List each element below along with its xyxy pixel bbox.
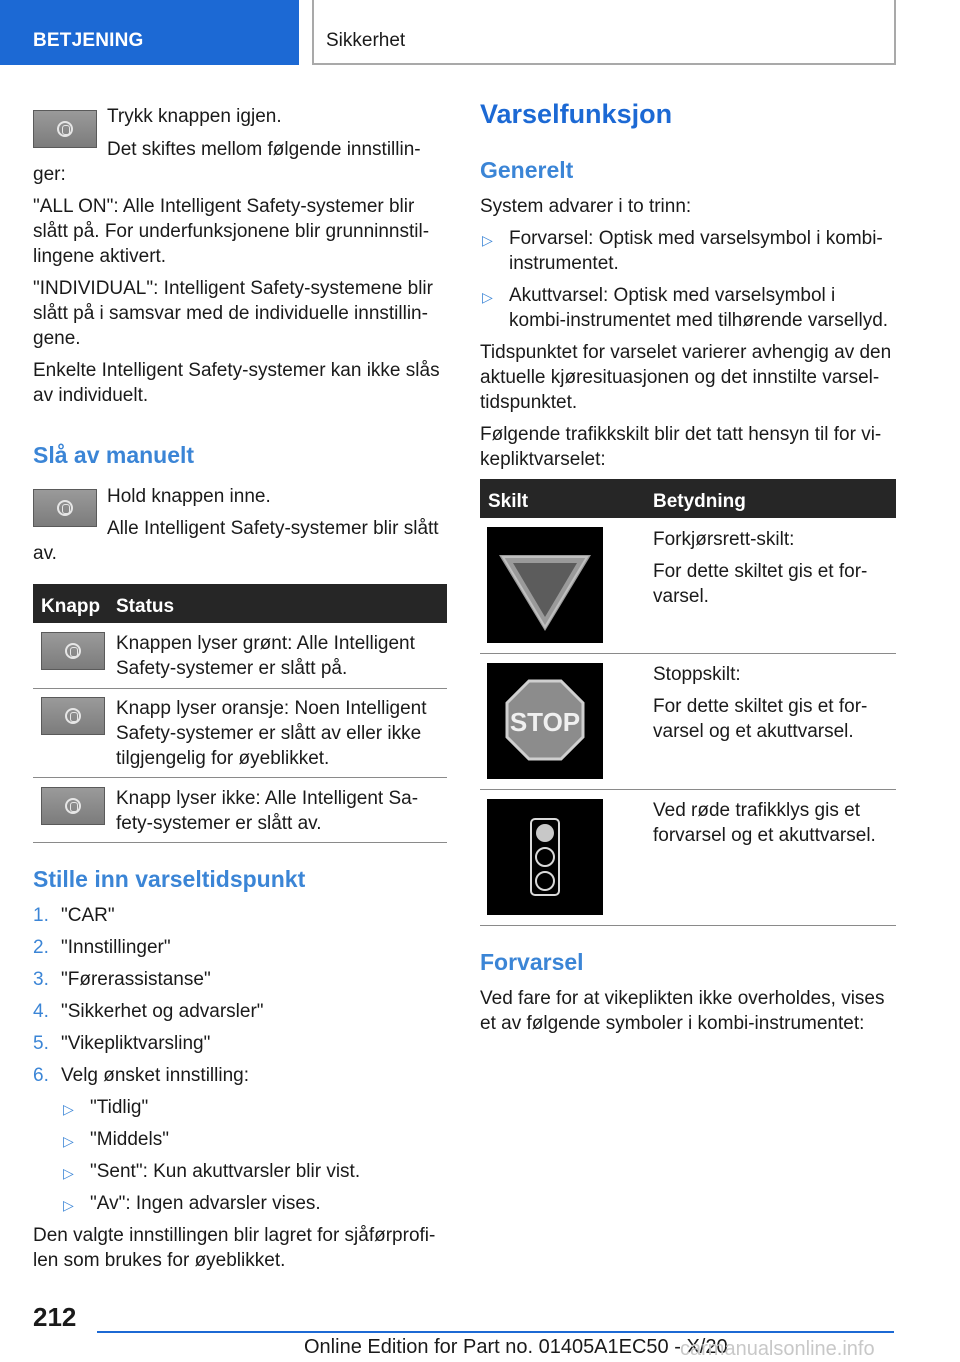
bullet-triangle-icon: ▷ <box>482 289 493 305</box>
step-number: 6. <box>33 1065 49 1086</box>
safety-button-icon <box>57 500 73 516</box>
step-text: "CAR" <box>61 905 115 926</box>
timing-line-3: tidspunktet. <box>480 392 578 413</box>
status-header-status: Status <box>116 596 175 617</box>
individual-line-3: gene. <box>33 328 81 349</box>
general-heading: Generelt <box>480 157 574 183</box>
step-text: Velg ønsket innstilling: <box>61 1065 249 1086</box>
bullet-2-line-2: kombi-instrumentet med tilhørende varsellyd. <box>509 310 889 331</box>
signs-header-betydning: Betydning <box>653 491 746 512</box>
signs-table-header <box>480 479 896 518</box>
traffic-light-icon <box>487 799 603 915</box>
stop-title: Stoppskilt: <box>653 664 741 685</box>
chapter-tab <box>312 0 896 65</box>
closing-line-1: Den valgte innstillingen blir lagret for sjåførprofi- <box>33 1225 436 1246</box>
timing-line-2: aktuelle kjøresituasjonen og det innstilte varsel- <box>480 367 880 388</box>
step-text: "Innstillinger" <box>61 937 171 958</box>
step-number: 2. <box>33 937 49 958</box>
individual-line-2: slått på i samsvar med de individuelle innstillin- <box>33 303 428 324</box>
manual-line-2b: av. <box>33 543 57 564</box>
allon-line-3: lingene aktivert. <box>33 246 167 267</box>
general-intro: System advarer i to trinn: <box>480 196 692 217</box>
status-row-2-line-2: Safety-systemer er slått av eller ikke <box>116 723 422 744</box>
signs-header-skilt: Skilt <box>488 491 529 512</box>
traffic-light-image <box>487 799 603 915</box>
section-tab <box>0 0 299 65</box>
forvarsel-heading: Forvarsel <box>480 949 584 975</box>
manual-heading: Slå av manuelt <box>33 442 195 468</box>
step-number: 4. <box>33 1001 49 1022</box>
button-off-image <box>41 787 105 825</box>
bullet-triangle-icon: ▷ <box>63 1165 74 1181</box>
timing-line-1: Tidspunktet for varselet varierer avhengig av den <box>480 342 892 363</box>
option-text: "Tidlig" <box>90 1097 149 1118</box>
manual-line-2: Alle Intelligent Safety-systemer blir slått <box>107 518 439 539</box>
enkelte-line-1: Enkelte Intelligent Safety-systemer kan ikke slås <box>33 360 440 381</box>
safety-button-icon <box>65 798 81 814</box>
yield-sign-icon <box>487 527 603 643</box>
table-divider <box>33 777 447 778</box>
yield-sign-image <box>487 527 603 643</box>
status-row-1-line-1: Knappen lyser grønt: Alle Intelligent <box>116 633 415 654</box>
option-text: "Middels" <box>90 1129 169 1150</box>
table-divider <box>480 789 896 790</box>
status-row-3-line-1: Knapp lyser ikke: Alle Intelligent Sa- <box>116 788 419 809</box>
stop-desc-2: varsel og et akuttvarsel. <box>653 721 854 742</box>
section-title: Varselfunksjon <box>480 99 673 129</box>
allon-line-2: slått på. For underfunksjonene blir grunninnstil- <box>33 221 430 242</box>
status-header-knapp: Knapp <box>41 596 101 617</box>
light-desc-2: forvarsel og et akuttvarsel. <box>653 825 876 846</box>
intro-text-2b: ger: <box>33 164 66 185</box>
option-text: "Av": Ingen advarsler vises. <box>90 1193 321 1214</box>
option-text: "Sent": Kun akuttvarsler blir vist. <box>90 1161 361 1182</box>
bullet-1-line-2: instrumentet. <box>509 253 619 274</box>
button-orange-image <box>41 697 105 735</box>
bullet-1-line-1: Forvarsel: Optisk med varselsymbol i kombi- <box>509 228 883 249</box>
enkelte-line-2: av individuelt. <box>33 385 149 406</box>
forvarsel-line-2: et av følgende symboler i kombi-instrumentet: <box>480 1013 865 1034</box>
page-number: 212 <box>33 1302 77 1332</box>
closing-line-2: len som brukes for øyeblikket. <box>33 1250 286 1271</box>
edition-text: Online Edition for Part no. 01405A1EC50 - X/20 <box>304 1336 728 1358</box>
bullet-2-line-1: Akuttvarsel: Optisk med varselsymbol i <box>509 285 836 306</box>
step-text: "Førerassistanse" <box>61 969 211 990</box>
bullet-triangle-icon: ▷ <box>63 1133 74 1149</box>
table-divider <box>33 688 447 689</box>
yield-desc-2: varsel. <box>653 586 709 607</box>
watermark-text: carmanualsonline.info <box>680 1338 875 1360</box>
stop-sign-text: STOP <box>509 707 581 737</box>
stop-desc-1: For dette skiltet gis et for- <box>653 696 868 717</box>
bullet-triangle-icon: ▷ <box>482 232 493 248</box>
step-number: 3. <box>33 969 49 990</box>
section-label: BETJENING <box>33 30 144 51</box>
safety-button-icon <box>65 708 81 724</box>
status-row-2-line-3: tilgjengelig for øyeblikket. <box>116 748 330 769</box>
settings-heading: Stille inn varseltidspunkt <box>33 866 306 892</box>
status-table-header <box>33 584 447 623</box>
yield-title: Forkjørsrett-skilt: <box>653 529 795 550</box>
safety-button-icon <box>57 121 73 137</box>
status-row-2-line-1: Knapp lyser oransje: Noen Intelligent <box>116 698 427 719</box>
allon-line-1: "ALL ON": Alle Intelligent Safety-systemer blir <box>33 196 415 217</box>
bullet-triangle-icon: ▷ <box>63 1197 74 1213</box>
step-text: "Vikepliktvarsling" <box>61 1033 211 1054</box>
chapter-label: Sikkerhet <box>326 30 406 51</box>
stop-sign-image <box>487 663 603 779</box>
status-row-1-line-2: Safety-systemer er slått på. <box>116 658 348 679</box>
signs-intro-line-1: Følgende trafikkskilt blir det tatt hensyn til for vi- <box>480 424 882 445</box>
stop-sign-icon <box>487 663 603 779</box>
table-divider <box>480 925 896 926</box>
intro-text-1: Trykk knappen igjen. <box>107 106 282 127</box>
signs-intro-line-2: kepliktvarselet: <box>480 449 606 470</box>
bullet-triangle-icon: ▷ <box>63 1101 74 1117</box>
step-number: 5. <box>33 1033 49 1054</box>
status-row-3-line-2: fety-systemer er slått av. <box>116 813 322 834</box>
manual-line-1: Hold knappen inne. <box>107 486 271 507</box>
light-desc-1: Ved røde trafikklys gis et <box>653 800 860 821</box>
individual-line-1: "INDIVIDUAL": Intelligent Safety-systemene blir <box>33 278 433 299</box>
step-text: "Sikkerhet og advarsler" <box>61 1001 264 1022</box>
step-number: 1. <box>33 905 49 926</box>
footer-rule <box>97 1331 894 1333</box>
safety-button-icon <box>65 643 81 659</box>
table-divider <box>33 842 447 843</box>
safety-button-image <box>33 489 97 527</box>
safety-button-image <box>33 110 97 148</box>
intro-text-2: Det skiftes mellom følgende innstillin- <box>107 139 421 160</box>
yield-desc-1: For dette skiltet gis et for- <box>653 561 868 582</box>
button-green-image <box>41 632 105 670</box>
table-divider <box>480 653 896 654</box>
forvarsel-line-1: Ved fare for at vikeplikten ikke overholdes, vises <box>480 988 885 1009</box>
